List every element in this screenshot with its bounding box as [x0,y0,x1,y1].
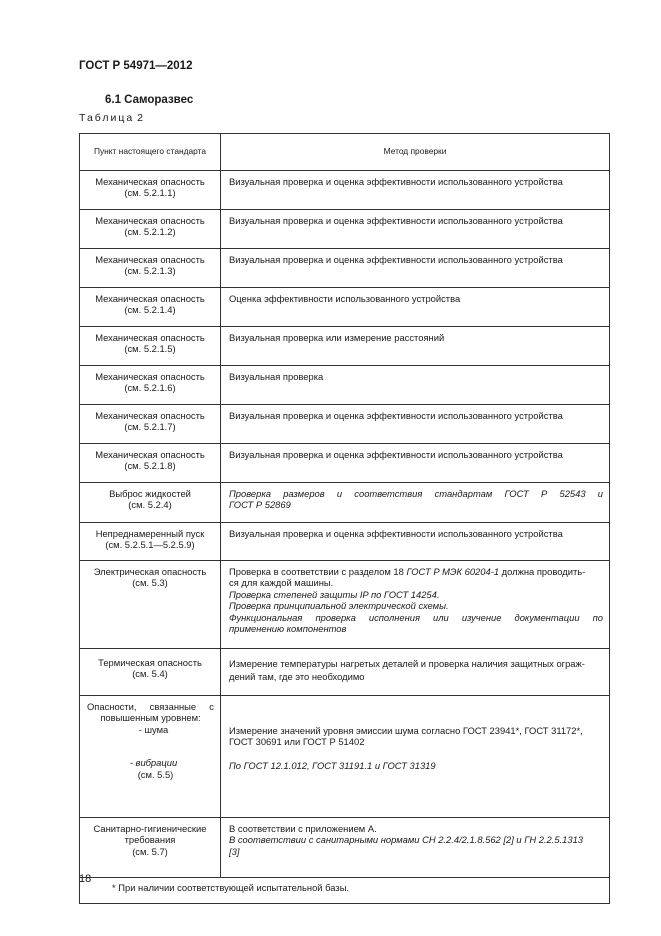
table-row [80,483,610,523]
item-title: Механическая опасность [95,293,205,304]
item-title: Механическая опасность [95,410,205,421]
method-line: В соответствии с приложением А. [229,823,377,834]
table-row [80,696,610,818]
item-cell [80,561,221,649]
item-title: Механическая опасность [95,176,205,187]
table-row [80,171,610,210]
table-footnote: * При наличии соответствующей испытательной базы. [80,878,610,904]
method-line: Измерение температуры нагретых деталей и проверка наличия защитных ограж- [229,658,585,669]
item-title: Механическая опасность [95,449,205,460]
method-line: По ГОСТ 12.1.012, ГОСТ 31191.1 и ГОСТ 31319 [229,759,436,771]
method-cell: Визуальная проверка и оценка эффективности использованного устройства [221,171,610,210]
item-ref: (см. 5.2.1.4) [124,304,176,316]
method-line: [3] [229,845,240,857]
method-cell: Визуальная проверка [221,366,610,405]
item-subitem: - вибрации [129,757,178,769]
method-line: Проверка размеров и соответствия стандартам ГОСТ Р 52543 и [229,488,603,499]
item-ref: (см. 5.2.1.3) [124,265,176,277]
item-ref: (см. 5.5) [137,768,174,780]
spacer [87,735,214,757]
table-caption-number: 2 [134,112,143,124]
item-cell [80,696,221,818]
item-title: Санитарно-гигиенические [93,823,207,834]
method-cell [221,561,610,649]
spacer [229,748,603,760]
item-cell [80,327,221,366]
method-text: должна проводить- [499,566,586,577]
item-cell [80,366,221,405]
table-row [80,649,610,696]
method-cell [221,696,610,818]
table-row [80,366,610,405]
item-cell [80,483,221,523]
item-ref: (см. 5.2.1.1) [124,187,176,199]
method-line: В соответствии с санитарными нормами СН 2.2.4/2.1.8.562 [2] и ГН 2.2.5.1313 [229,834,584,846]
method-cell: Визуальная проверка и оценка эффективности использованного устройства [221,210,610,249]
method-line: Проверка принципиальной электрической схемы. [229,600,449,612]
item-title: Механическая опасность [95,215,205,226]
method-cell: Визуальная проверка или измерение расстояний [221,327,610,366]
method-cell: Визуальная проверка и оценка эффективности использованного устройства [221,444,610,483]
item-title: Выброс жидкостей [109,488,191,499]
method-cell: Визуальная проверка и оценка эффективности использованного устройства [221,523,610,561]
item-cell [80,818,221,878]
item-cell [80,171,221,210]
item-ref: (см. 5.2.1.8) [124,460,176,472]
column-header-item: Пункт настоящего стандарта [80,134,221,171]
item-title: повышенным уровнем: [100,712,201,724]
method-line: Функциональная проверка исполнения или изучение документации по [229,611,603,623]
table-row [80,523,610,561]
item-ref: (см. 5.2.4) [128,499,172,511]
table-row [80,210,610,249]
item-title: Механическая опасность [95,371,205,382]
method-line [229,566,603,577]
item-title: Термическая опасность [98,657,202,668]
item-ref: (см. 5.2.1.5) [124,343,176,355]
item-title: Механическая опасность [95,254,205,265]
item-ref: (см. 5.2.1.7) [124,421,176,433]
item-cell [80,288,221,327]
item-title: требования [124,834,176,846]
method-cell: Визуальная проверка и оценка эффективности использованного устройства [221,249,610,288]
method-line: Проверка степеней защиты IP по ГОСТ 14254. [229,588,440,600]
document-header: ГОСТ Р 54971—2012 [79,60,193,72]
table-row [80,561,610,649]
item-ref: (см. 5.4) [132,668,168,680]
method-line: ГОСТ 30691 или ГОСТ Р 51402 [229,736,365,748]
section-title: 6.1 Саморазвес [105,94,194,106]
method-line: Измерение значений уровня эмиссии шума согласно ГОСТ 23941*, ГОСТ 31172*, [229,725,583,736]
table-caption-word: Таблица [79,112,135,124]
method-line: применению компонентов [229,623,347,635]
item-cell [80,649,221,696]
method-line: ГОСТ Р 52869 [229,499,291,511]
item-subitem: - шума [138,723,169,735]
method-text: Проверка в соответствии с разделом 18 [229,566,407,577]
item-ref: (см. 5.2.5.1—5.2.5.9) [105,539,195,551]
table-row [80,405,610,444]
item-cell [80,249,221,288]
table-row [80,249,610,288]
table-row [80,327,610,366]
table-footnote-row [80,878,610,904]
method-cell: Оценка эффективности использованного устройства [221,288,610,327]
table-caption [79,112,143,124]
item-ref: (см. 5.3) [132,577,168,589]
item-ref: (см. 5.7) [132,845,168,857]
item-title: Механическая опасность [95,332,205,343]
table-row [80,444,610,483]
item-cell [80,444,221,483]
table-row [80,818,610,878]
item-ref: (см. 5.2.1.2) [124,226,176,238]
table-header-row [80,134,610,171]
standard-reference: ГОСТ Р МЭК 60204-1 [406,566,500,577]
column-header-method: Метод проверки [221,134,610,171]
method-cell: Визуальная проверка и оценка эффективности использованного устройства [221,405,610,444]
page-number: 18 [79,873,92,885]
method-cell [221,818,610,878]
item-title: Электрическая опасность [93,566,207,577]
item-ref: (см. 5.2.1.6) [124,382,176,394]
table-row [80,288,610,327]
item-cell [80,210,221,249]
method-line: ся для каждой машины. [229,577,334,589]
method-cell [221,483,610,523]
method-cell [221,649,610,696]
method-line: дений там, где это необходимо [229,671,365,682]
item-cell [80,523,221,561]
item-title: Опасности, связанные с [87,701,214,712]
item-title: Непреднамеренный пуск [95,528,205,539]
verification-table [79,133,610,904]
item-cell [80,405,221,444]
